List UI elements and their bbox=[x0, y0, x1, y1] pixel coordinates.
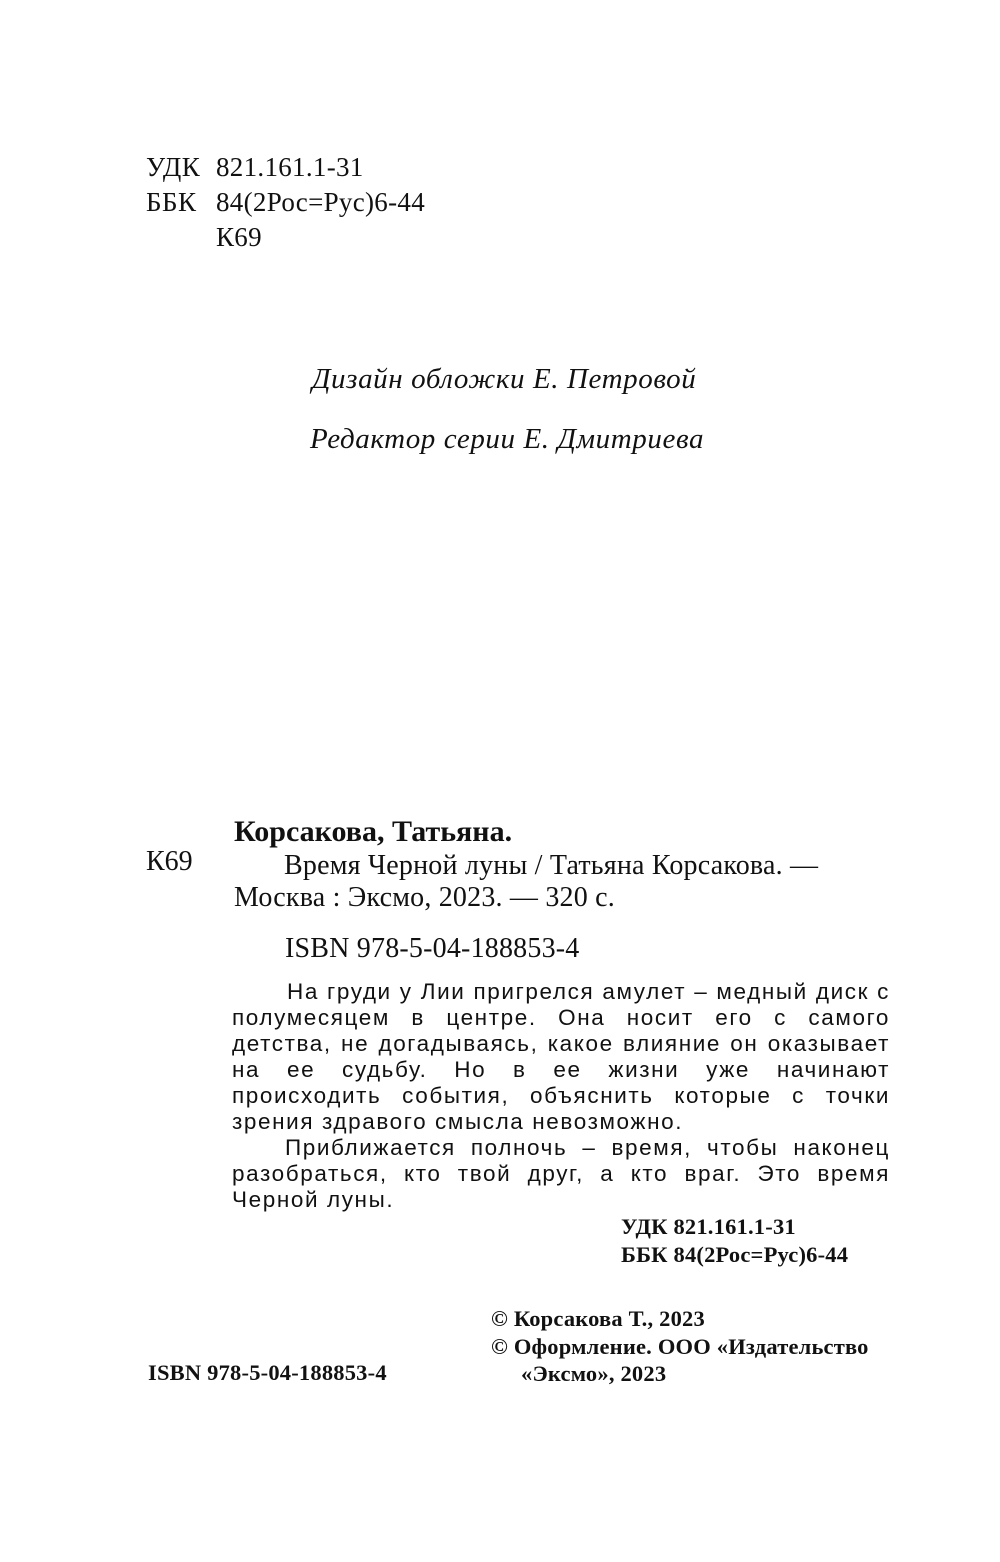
bibliography-title: Время Черной луны / Татьяна Корсакова. — bbox=[284, 850, 819, 881]
udk-index-bold: УДК 821.161.1-31 bbox=[621, 1214, 796, 1239]
author-code: К69 bbox=[216, 222, 262, 252]
udk-value: 821.161.1-31 bbox=[216, 152, 364, 182]
copyright-publisher: «Эксмо», 2023 bbox=[521, 1361, 667, 1386]
annotation-paragraph-1: На груди у Лии пригрелся амулет – медный диск с полумесяцем в центре. Она носит его с самого детства, не догадываясь, какое влияние он оказывает на ее судьбу. Но в ее жизни уже начинают происходить события, объяснить которые с точки зрения здравого смысла невозможно. bbox=[232, 979, 890, 1134]
bibliography-code: К69 bbox=[146, 846, 193, 877]
copyright-author: © Корсакова Т., 2023 bbox=[491, 1306, 705, 1331]
bbk-index-bold: ББК 84(2Рос=Рус)6-44 bbox=[621, 1242, 849, 1267]
bibliography-isbn: ISBN 978-5-04-188853-4 bbox=[285, 933, 580, 964]
annotation bbox=[232, 979, 890, 1213]
bibliography-imprint: Москва : Эксмо, 2023. — 320 с. bbox=[234, 882, 615, 913]
bibliography-author: Корсакова, Татьяна. bbox=[234, 815, 513, 848]
bbk-label: ББК bbox=[146, 187, 197, 217]
copyright-design: © Оформление. ООО «Издательство bbox=[491, 1334, 869, 1359]
annotation-paragraph-2: Приближается полночь – время, чтобы наконец разобраться, кто твой друг, а кто враг. Это время Черной луны. bbox=[232, 1135, 890, 1212]
udk-label: УДК bbox=[146, 152, 201, 182]
isbn-bottom: ISBN 978-5-04-188853-4 bbox=[148, 1360, 387, 1385]
bbk-value: 84(2Рос=Рус)6-44 bbox=[216, 187, 426, 217]
cover-design-credit: Дизайн обложки Е. Петровой bbox=[312, 363, 697, 395]
series-editor-credit: Редактор серии Е. Дмитриева bbox=[310, 423, 705, 455]
